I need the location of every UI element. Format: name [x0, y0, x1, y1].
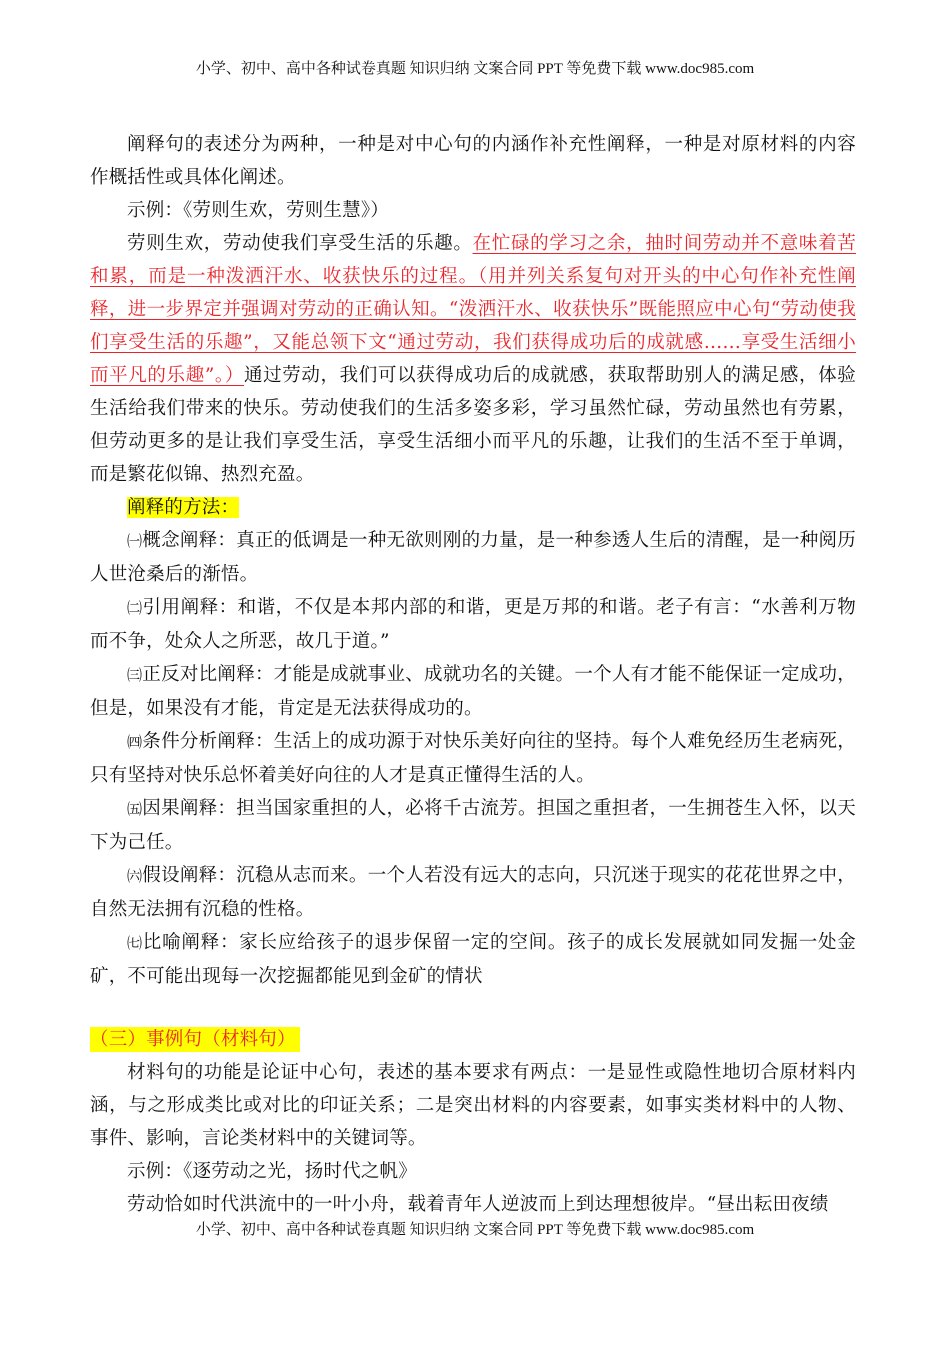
- method-text: 正反对比阐释：才能是成就事业、成就功名的关键。一个人有才能不能保证一定成功，但是，如果没有才能，肯定是无法获得成功的。: [90, 664, 857, 719]
- methods-heading-line: [90, 491, 856, 524]
- method-item: [90, 725, 856, 792]
- methods-heading: 阐释的方法：: [127, 497, 240, 518]
- example-1-lead: 劳则生欢，劳动使我们享受生活的乐趣。: [127, 233, 473, 254]
- method-text: 引用阐释：和谐，不仅是本邦内部的和谐，更是万邦的和谐。老子有言：“水善利万物而不争，处众人之所恶，故几于道。”: [90, 597, 857, 652]
- method-number: ㈥: [127, 867, 143, 885]
- method-item: [90, 926, 856, 993]
- method-number: ㈤: [127, 800, 143, 818]
- example-1-paragraph: [90, 227, 856, 491]
- section-3-heading: （三）事例句（材料句）: [90, 1027, 300, 1052]
- example-1-rest: 通过劳动，我们可以获得成功后的成就感，获取帮助别人的满足感，体验生活给我们带来的快乐。劳动使我们的生活多姿多彩，学习虽然忙碌，劳动虽然也有劳累，但劳动更多的是让我们享受生活，享受生活细小而平凡的乐趣，让我们的生活不至于单调，而是繁花似锦、热烈充盈。: [90, 365, 856, 485]
- example-1-title: 示例：《劳则生欢，劳则生慧》）: [127, 200, 390, 221]
- section-3-heading-line: [90, 1023, 856, 1056]
- method-text: 因果阐释：担当国家重担的人，必将千古流芳。担国之重担者，一生拥苍生入怀，以天下为己任。: [90, 798, 857, 853]
- page-header: 小学、初中、高中各种试卷真题 知识归纳 文案合同 PPT 等免费下载 www.doc985.com: [195, 61, 755, 77]
- method-number: ㈠: [127, 532, 143, 550]
- example-1-annotation: 在忙碌的学习之余，抽时间劳动并不意味着苦和累，而是一种泼洒汗水、收获快乐的过程。（用并列关系复句对开头的中心句作补充性阐释，进一步界定并强调对劳动的正确认知。“泼洒汗水、收获快乐”既能照应中心句“劳动使我们享受生活的乐趣”，又能总领下文“通过劳动，我们获得成功后的成就感……享受生活细小而平凡的乐趣”。）: [90, 233, 856, 386]
- section-3-paragraph: 材料句的功能是论证中心句，表述的基本要求有两点：一是显性或隐性地切合原材料内涵，与之形成类比或对比的印证关系；二是突出材料的内容要素，如事实类材料中的人物、事件、影响，言论类材料中的关键词等。: [90, 1062, 856, 1149]
- example-2-title: 示例：《逐劳动之光，扬时代之帆》: [127, 1161, 417, 1182]
- method-number: ㈦: [127, 934, 143, 952]
- document-body: [90, 128, 856, 1221]
- method-text: 条件分析阐释：生活上的成功源于对快乐美好向往的坚持。每个人难免经历生老病死，只有坚持对快乐总怀着美好向往的人才是真正懂得生活的人。: [90, 731, 857, 786]
- method-number: ㈢: [127, 666, 143, 684]
- spacer: [90, 993, 856, 1023]
- page-footer: 小学、初中、高中各种试卷真题 知识归纳 文案合同 PPT 等免费下载 www.doc985.com: [195, 1222, 755, 1238]
- method-item: [90, 792, 856, 859]
- method-number: ㈡: [127, 599, 143, 617]
- method-item: [90, 591, 856, 658]
- example-2-paragraph: 劳动恰如时代洪流中的一叶小舟，载着青年人逆波而上到达理想彼岸。“昼出耘田夜绩: [127, 1194, 829, 1215]
- method-item: [90, 658, 856, 725]
- method-text: 比喻阐释：家长应给孩子的退步保留一定的空间。孩子的成长发展就如同发掘一处金矿，不可能出现每一次挖掘都能见到金矿的情状: [90, 932, 856, 987]
- method-text: 概念阐释：真正的低调是一种无欲则刚的力量，是一种参透人生后的清醒，是一种阅历人世沧桑后的渐悟。: [90, 530, 857, 585]
- method-item: [90, 524, 856, 591]
- method-text: 假设阐释：沉稳从志而来。一个人若没有远大的志向，只沉迷于现实的花花世界之中，自然无法拥有沉稳的性格。: [90, 865, 857, 920]
- method-item: [90, 859, 856, 926]
- method-number: ㈣: [127, 733, 143, 751]
- intro-paragraph: 阐释句的表述分为两种，一种是对中心句的内涵作补充性阐释，一种是对原材料的内容作概括性或具体化阐述。: [90, 134, 856, 188]
